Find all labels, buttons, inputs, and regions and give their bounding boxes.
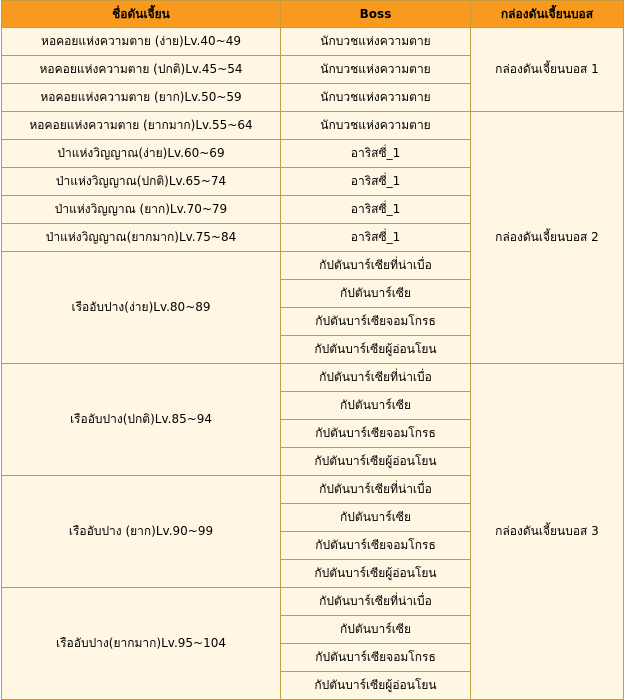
boss-cell: กัปตันบาร์เซีย (281, 504, 471, 532)
dungeon-cell: ป่าแห่งวิญญาณ(ยากมาก)Lv.75~84 (2, 224, 281, 252)
boss-cell: กัปตันบาร์เซียผู้อ่อนโยน (281, 336, 471, 364)
boss-cell: อาริสซี่_1 (281, 168, 471, 196)
dungeon-cell: หอคอยแห่งความตาย (ยากมาก)Lv.55~64 (2, 112, 281, 140)
table-row (2, 28, 624, 56)
boss-cell: กัปตันบาร์เซียผู้อ่อนโยน (281, 672, 471, 700)
boss-cell: กัปตันบาร์เซียจอมโกรธ (281, 308, 471, 336)
box-cell: กล่องดันเจี้ยนบอส 3 (471, 364, 624, 700)
boss-cell: กัปตันบาร์เซีย (281, 280, 471, 308)
table-row (2, 112, 624, 140)
dungeon-boss-table (1, 0, 624, 700)
boss-cell: กัปตันบาร์เซียที่น่าเบื่อ (281, 252, 471, 280)
boss-cell: นักบวชแห่งความตาย (281, 84, 471, 112)
box-cell: กล่องดันเจี้ยนบอส 2 (471, 112, 624, 364)
dungeon-cell: ป่าแห่งวิญญาณ(ง่าย)Lv.60~69 (2, 140, 281, 168)
boss-cell: กัปตันบาร์เซียจอมโกรธ (281, 532, 471, 560)
boss-cell: กัปตันบาร์เซีย (281, 616, 471, 644)
dungeon-cell: ป่าแห่งวิญญาณ(ปกติ)Lv.65~74 (2, 168, 281, 196)
dungeon-cell: เรืออับปาง(ง่าย)Lv.80~89 (2, 252, 281, 364)
boss-cell: กัปตันบาร์เซียผู้อ่อนโยน (281, 560, 471, 588)
header-row (2, 1, 624, 28)
table-header (2, 1, 624, 28)
boss-cell: กัปตันบาร์เซียที่น่าเบื่อ (281, 588, 471, 616)
dungeon-cell: หอคอยแห่งความตาย (ง่าย)Lv.40~49 (2, 28, 281, 56)
header-boss-box: กล่องดันเจี้ยนบอส (471, 1, 624, 28)
header-dungeon-name: ชื่อดันเจี้ยน (2, 1, 281, 28)
dungeon-cell: หอคอยแห่งความตาย (ยาก)Lv.50~59 (2, 84, 281, 112)
dungeon-cell: หอคอยแห่งความตาย (ปกติ)Lv.45~54 (2, 56, 281, 84)
dungeon-cell: เรืออับปาง(ปกติ)Lv.85~94 (2, 364, 281, 476)
header-boss: Boss (281, 1, 471, 28)
boss-cell: อาริสซี่_1 (281, 140, 471, 168)
dungeon-cell: เรืออับปาง(ยากมาก)Lv.95~104 (2, 588, 281, 700)
table-row (2, 364, 624, 392)
boss-cell: นักบวชแห่งความตาย (281, 112, 471, 140)
boss-cell: กัปตันบาร์เซียที่น่าเบื่อ (281, 364, 471, 392)
boss-cell: นักบวชแห่งความตาย (281, 56, 471, 84)
boss-cell: กัปตันบาร์เซียที่น่าเบื่อ (281, 476, 471, 504)
boss-cell: กัปตันบาร์เซียจอมโกรธ (281, 644, 471, 672)
box-cell: กล่องดันเจี้ยนบอส 1 (471, 28, 624, 112)
boss-cell: อาริสซี่_1 (281, 224, 471, 252)
boss-cell: กัปตันบาร์เซีย (281, 392, 471, 420)
boss-cell: กัปตันบาร์เซียผู้อ่อนโยน (281, 448, 471, 476)
boss-cell: นักบวชแห่งความตาย (281, 28, 471, 56)
boss-cell: อาริสซี่_1 (281, 196, 471, 224)
dungeon-cell: ป่าแห่งวิญญาณ (ยาก)Lv.70~79 (2, 196, 281, 224)
boss-cell: กัปตันบาร์เซียจอมโกรธ (281, 420, 471, 448)
dungeon-cell: เรืออับปาง (ยาก)Lv.90~99 (2, 476, 281, 588)
table-body (2, 28, 624, 700)
